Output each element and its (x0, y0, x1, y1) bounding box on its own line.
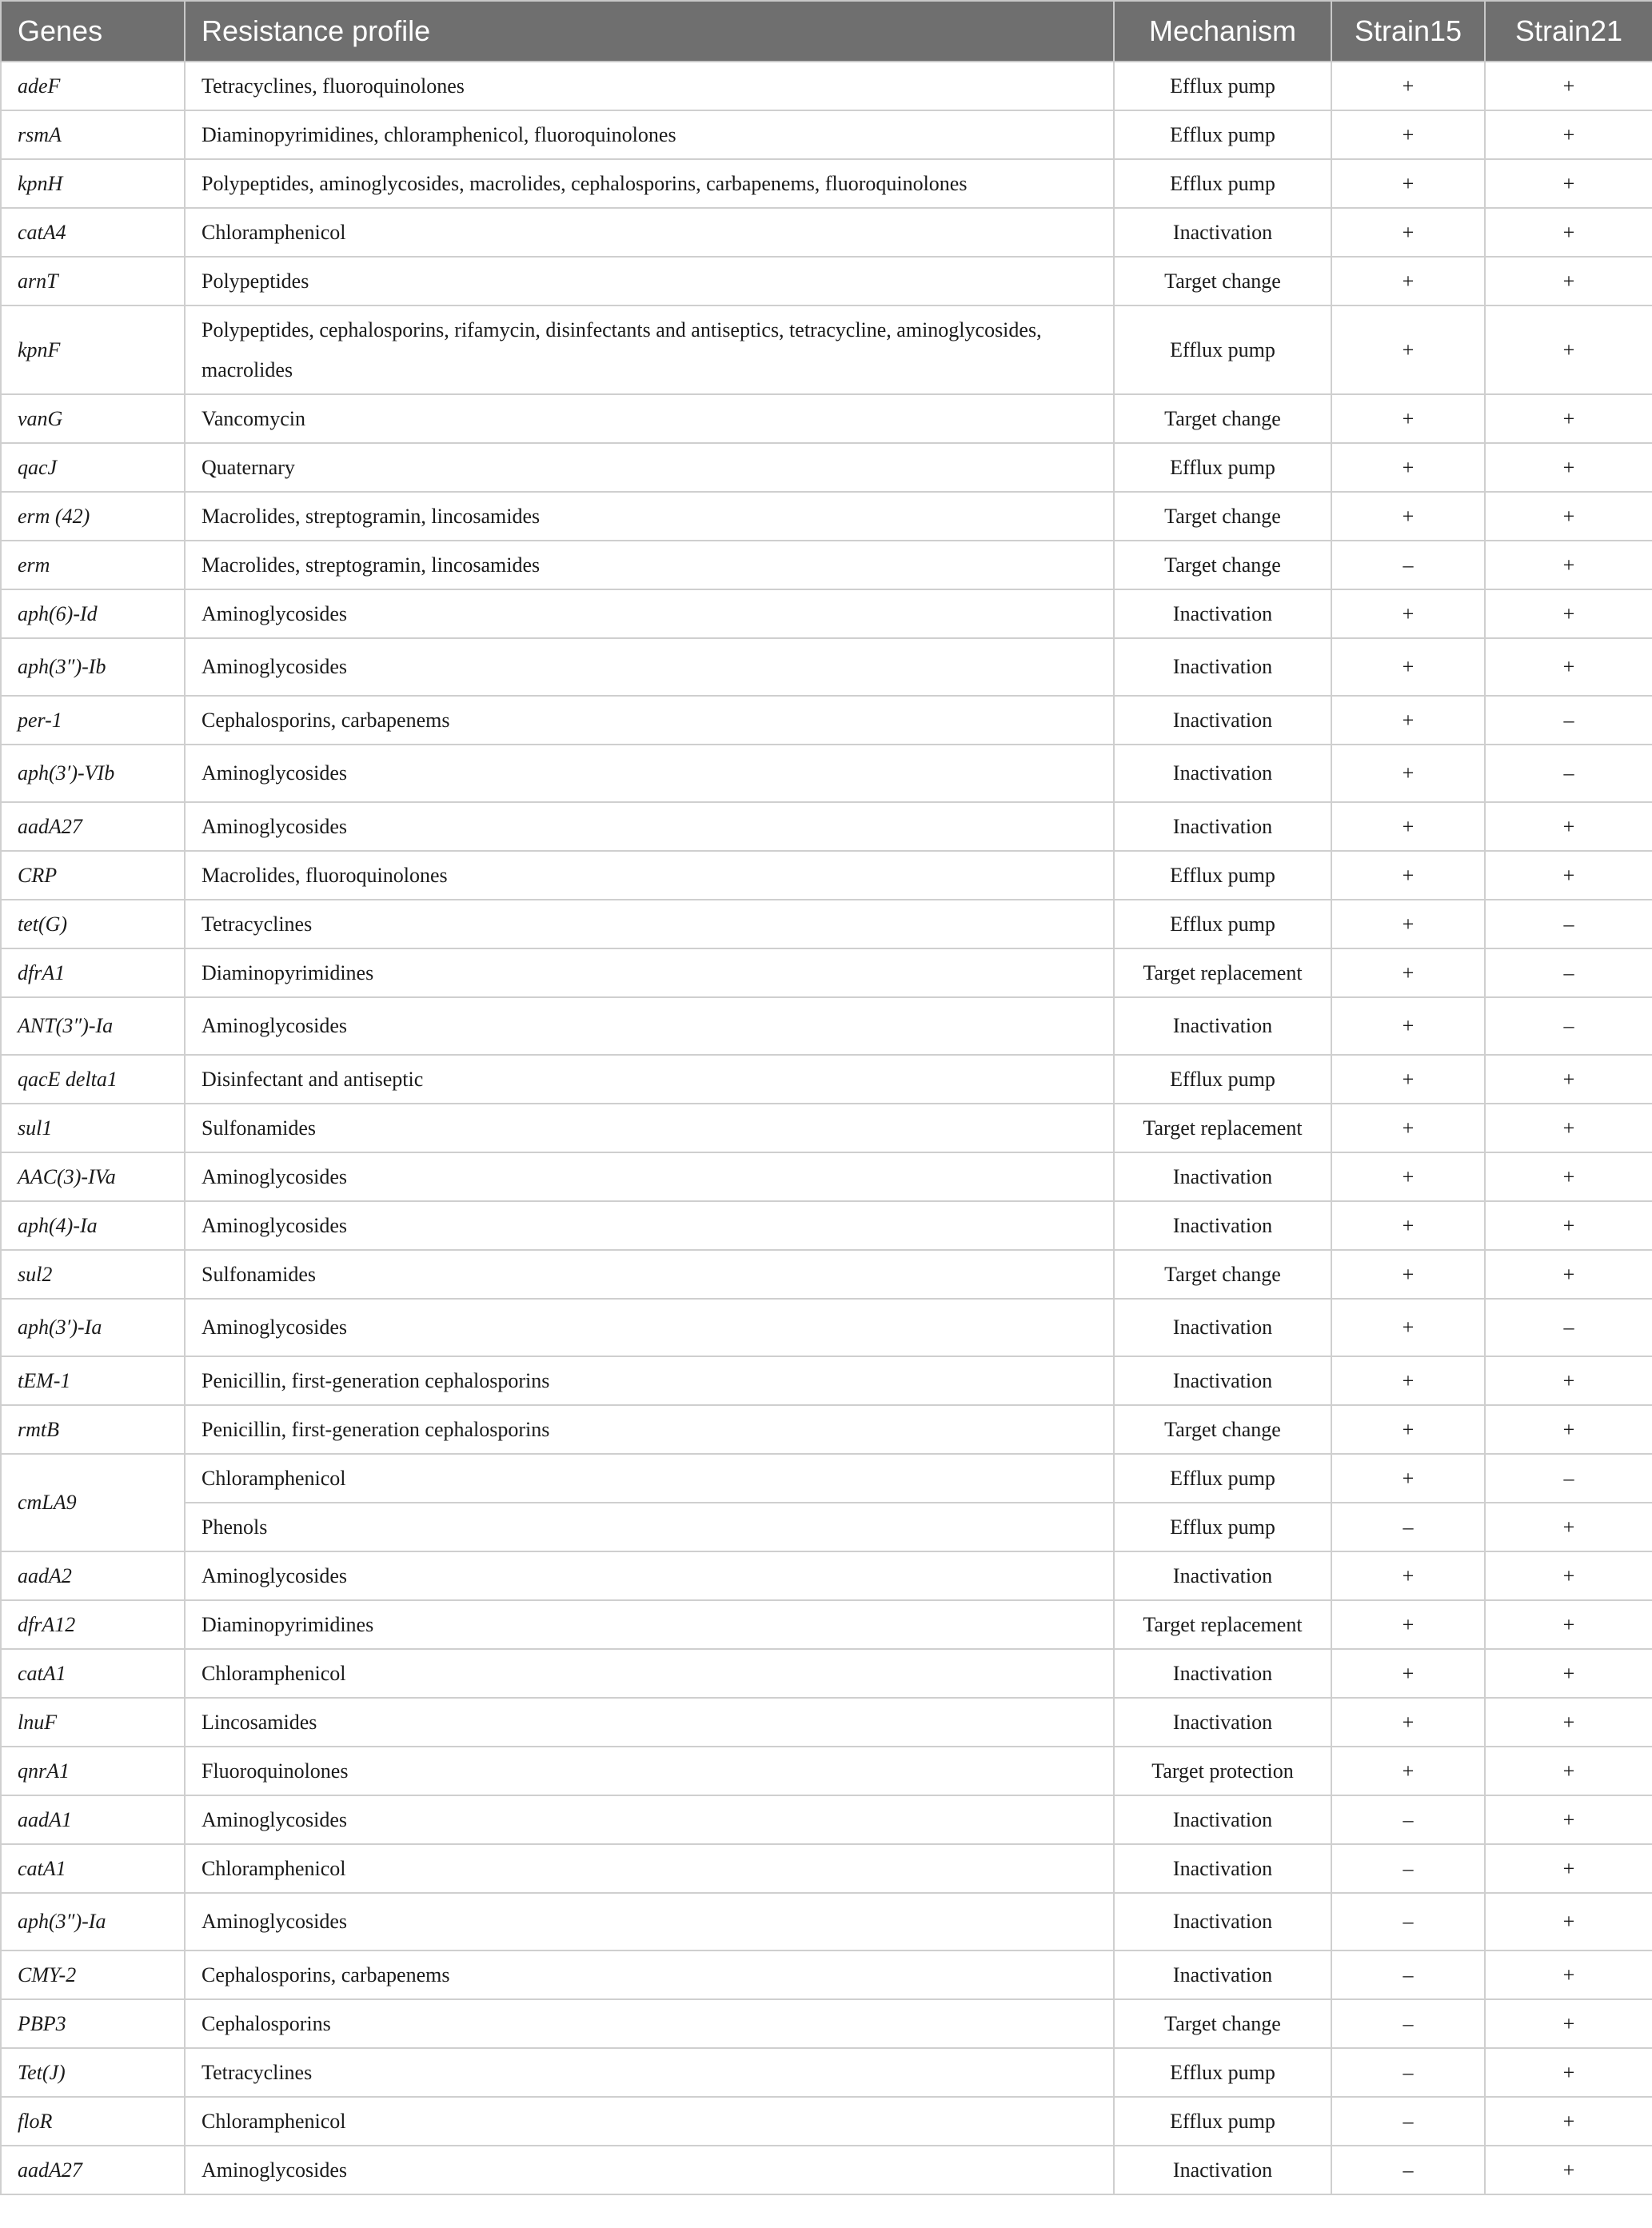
gene-cell: kpnF (1, 305, 185, 394)
mechanism-cell: Inactivation (1114, 589, 1331, 638)
strain15-cell: + (1331, 948, 1485, 997)
strain15-cell: + (1331, 1551, 1485, 1600)
gene-cell: aph(3′)-VIb (1, 745, 185, 802)
resistance-profile-cell: Diaminopyrimidines, chloramphenicol, fluoroquinolones (185, 110, 1114, 159)
strain15-cell: + (1331, 1104, 1485, 1152)
resistance-profile-cell: Tetracyclines, fluoroquinolones (185, 62, 1114, 110)
strain21-cell: + (1485, 638, 1652, 696)
mechanism-cell: Inactivation (1114, 638, 1331, 696)
gene-cell: per-1 (1, 696, 185, 745)
resistance-profile-cell: Aminoglycosides (185, 745, 1114, 802)
strain15-cell: + (1331, 1055, 1485, 1104)
strain15-cell: + (1331, 1299, 1485, 1356)
strain15-cell: + (1331, 1649, 1485, 1698)
strain15-cell: – (1331, 1795, 1485, 1844)
strain15-cell: + (1331, 492, 1485, 541)
mechanism-cell: Efflux pump (1114, 305, 1331, 394)
strain21-cell: + (1485, 208, 1652, 257)
strain21-cell: + (1485, 257, 1652, 305)
strain15-cell: + (1331, 900, 1485, 948)
resistance-profile-cell: Chloramphenicol (185, 208, 1114, 257)
strain21-cell: + (1485, 1201, 1652, 1250)
resistance-profile-cell: Cephalosporins, carbapenems (185, 1950, 1114, 1999)
table-row (1, 2146, 1652, 2194)
mechanism-cell: Target replacement (1114, 1600, 1331, 1649)
mechanism-cell: Inactivation (1114, 1551, 1331, 1600)
mechanism-cell: Target replacement (1114, 948, 1331, 997)
table-row (1, 159, 1652, 208)
mechanism-cell: Inactivation (1114, 1356, 1331, 1405)
table-row (1, 1893, 1652, 1950)
header-mechanism: Mechanism (1114, 1, 1331, 62)
resistance-profile-cell: Penicillin, first-generation cephalosporins (185, 1356, 1114, 1405)
table-row (1, 1551, 1652, 1600)
strain21-cell: + (1485, 1893, 1652, 1950)
strain21-cell: + (1485, 2048, 1652, 2097)
strain15-cell: + (1331, 745, 1485, 802)
header-strain21: Strain21 (1485, 1, 1652, 62)
strain21-cell: – (1485, 745, 1652, 802)
mechanism-cell: Inactivation (1114, 802, 1331, 851)
resistance-profile-cell: Macrolides, streptogramin, lincosamides (185, 541, 1114, 589)
strain15-cell: – (1331, 2097, 1485, 2146)
table-row (1, 802, 1652, 851)
table-row (1, 110, 1652, 159)
strain15-cell: + (1331, 851, 1485, 900)
strain21-cell: – (1485, 1454, 1652, 1503)
strain21-cell: – (1485, 900, 1652, 948)
mechanism-cell: Target change (1114, 257, 1331, 305)
strain15-cell: + (1331, 1356, 1485, 1405)
gene-cell: sul2 (1, 1250, 185, 1299)
gene-cell: cmLA9 (1, 1454, 185, 1551)
table-row (1, 492, 1652, 541)
header-row (1, 1, 1652, 62)
table-row (1, 1250, 1652, 1299)
strain15-cell: – (1331, 1950, 1485, 1999)
resistance-profile-cell: Chloramphenicol (185, 1649, 1114, 1698)
gene-cell: aph(3″)-Ia (1, 1893, 185, 1950)
strain15-cell: + (1331, 1454, 1485, 1503)
gene-cell: aph(4)-Ia (1, 1201, 185, 1250)
mechanism-cell: Efflux pump (1114, 851, 1331, 900)
gene-cell: aadA27 (1, 802, 185, 851)
header-resistance-profile: Resistance profile (185, 1, 1114, 62)
gene-cell: catA1 (1, 1649, 185, 1698)
resistance-profile-cell: Phenols (185, 1503, 1114, 1551)
mechanism-cell: Inactivation (1114, 1893, 1331, 1950)
mechanism-cell: Target protection (1114, 1747, 1331, 1795)
table-row (1, 1999, 1652, 2048)
mechanism-cell: Efflux pump (1114, 62, 1331, 110)
table-row (1, 638, 1652, 696)
table-row (1, 2048, 1652, 2097)
table-row (1, 1299, 1652, 1356)
table-row (1, 62, 1652, 110)
resistance-profile-cell: Aminoglycosides (185, 1299, 1114, 1356)
mechanism-cell: Target change (1114, 492, 1331, 541)
strain21-cell: – (1485, 997, 1652, 1055)
gene-cell: Tet(J) (1, 2048, 185, 2097)
mechanism-cell: Inactivation (1114, 1152, 1331, 1201)
gene-cell: CMY-2 (1, 1950, 185, 1999)
table-row (1, 1104, 1652, 1152)
gene-cell: CRP (1, 851, 185, 900)
resistance-profile-cell: Aminoglycosides (185, 1152, 1114, 1201)
strain21-cell: + (1485, 851, 1652, 900)
table-row (1, 443, 1652, 492)
resistance-profile-cell: Aminoglycosides (185, 1893, 1114, 1950)
resistance-profile-cell: Diaminopyrimidines (185, 1600, 1114, 1649)
mechanism-cell: Efflux pump (1114, 1503, 1331, 1551)
strain15-cell: + (1331, 696, 1485, 745)
gene-cell: catA1 (1, 1844, 185, 1893)
resistance-profile-cell: Macrolides, streptogramin, lincosamides (185, 492, 1114, 541)
resistance-profile-cell: Disinfectant and antiseptic (185, 1055, 1114, 1104)
strain21-cell: + (1485, 1844, 1652, 1893)
resistance-profile-cell: Aminoglycosides (185, 638, 1114, 696)
strain15-cell: – (1331, 541, 1485, 589)
table-row (1, 1950, 1652, 1999)
strain21-cell: + (1485, 1356, 1652, 1405)
gene-cell: erm (42) (1, 492, 185, 541)
table-row (1, 696, 1652, 745)
gene-cell: qacJ (1, 443, 185, 492)
resistance-profile-cell: Fluoroquinolones (185, 1747, 1114, 1795)
gene-cell: rmtB (1, 1405, 185, 1454)
resistance-profile-cell: Tetracyclines (185, 2048, 1114, 2097)
strain15-cell: + (1331, 589, 1485, 638)
table-row (1, 1649, 1652, 1698)
strain21-cell: + (1485, 1405, 1652, 1454)
mechanism-cell: Inactivation (1114, 1795, 1331, 1844)
strain21-cell: + (1485, 1104, 1652, 1152)
strain21-cell: + (1485, 443, 1652, 492)
gene-cell: vanG (1, 394, 185, 443)
table-row (1, 1201, 1652, 1250)
gene-cell: sul1 (1, 1104, 185, 1152)
mechanism-cell: Inactivation (1114, 745, 1331, 802)
strain21-cell: + (1485, 305, 1652, 394)
table-row (1, 1405, 1652, 1454)
strain15-cell: – (1331, 1893, 1485, 1950)
mechanism-cell: Target change (1114, 1250, 1331, 1299)
table-header (1, 1, 1652, 62)
resistance-profile-cell: Quaternary (185, 443, 1114, 492)
table-row (1, 851, 1652, 900)
table-row (1, 997, 1652, 1055)
strain21-cell: + (1485, 1152, 1652, 1201)
resistance-profile-cell: Diaminopyrimidines (185, 948, 1114, 997)
gene-cell: rsmA (1, 110, 185, 159)
gene-cell: floR (1, 2097, 185, 2146)
strain15-cell: + (1331, 802, 1485, 851)
strain15-cell: + (1331, 1698, 1485, 1747)
resistance-profile-cell: Vancomycin (185, 394, 1114, 443)
strain21-cell: + (1485, 1999, 1652, 2048)
strain15-cell: + (1331, 443, 1485, 492)
mechanism-cell: Inactivation (1114, 1649, 1331, 1698)
table-row (1, 257, 1652, 305)
mechanism-cell: Inactivation (1114, 1844, 1331, 1893)
strain21-cell: + (1485, 2097, 1652, 2146)
resistance-profile-cell: Chloramphenicol (185, 1844, 1114, 1893)
strain15-cell: + (1331, 638, 1485, 696)
resistance-profile-cell: Aminoglycosides (185, 997, 1114, 1055)
gene-cell: kpnH (1, 159, 185, 208)
gene-cell: aadA27 (1, 2146, 185, 2194)
strain15-cell: + (1331, 159, 1485, 208)
strain21-cell: – (1485, 1299, 1652, 1356)
table-row (1, 1698, 1652, 1747)
strain15-cell: + (1331, 394, 1485, 443)
gene-cell: tEM-1 (1, 1356, 185, 1405)
resistance-profile-cell: Polypeptides, aminoglycosides, macrolides, cephalosporins, carbapenems, fluoroquinolones (185, 159, 1114, 208)
strain21-cell: + (1485, 802, 1652, 851)
table-row (1, 900, 1652, 948)
gene-cell: lnuF (1, 1698, 185, 1747)
strain15-cell: + (1331, 1201, 1485, 1250)
mechanism-cell: Target change (1114, 541, 1331, 589)
resistance-profile-cell: Lincosamides (185, 1698, 1114, 1747)
strain15-cell: – (1331, 1999, 1485, 2048)
strain15-cell: + (1331, 110, 1485, 159)
strain15-cell: – (1331, 1503, 1485, 1551)
mechanism-cell: Target change (1114, 1999, 1331, 2048)
strain15-cell: + (1331, 1152, 1485, 1201)
resistance-profile-cell: Macrolides, fluoroquinolones (185, 851, 1114, 900)
table-row (1, 1055, 1652, 1104)
resistance-profile-cell: Penicillin, first-generation cephalosporins (185, 1405, 1114, 1454)
table-row (1, 1795, 1652, 1844)
gene-cell: catA4 (1, 208, 185, 257)
strain21-cell: + (1485, 1649, 1652, 1698)
gene-cell: AAC(3)-IVa (1, 1152, 185, 1201)
mechanism-cell: Inactivation (1114, 2146, 1331, 2194)
strain21-cell: + (1485, 159, 1652, 208)
gene-cell: adeF (1, 62, 185, 110)
table-row (1, 208, 1652, 257)
strain21-cell: – (1485, 696, 1652, 745)
gene-cell: aph(3″)-Ib (1, 638, 185, 696)
strain15-cell: – (1331, 2146, 1485, 2194)
mechanism-cell: Inactivation (1114, 997, 1331, 1055)
gene-cell: erm (1, 541, 185, 589)
strain21-cell: + (1485, 589, 1652, 638)
table-row (1, 589, 1652, 638)
gene-cell: ANT(3″)-Ia (1, 997, 185, 1055)
table-row (1, 1747, 1652, 1795)
table-row (1, 1152, 1652, 1201)
strain21-cell: + (1485, 492, 1652, 541)
strain21-cell: + (1485, 2146, 1652, 2194)
mechanism-cell: Efflux pump (1114, 110, 1331, 159)
gene-cell: tet(G) (1, 900, 185, 948)
strain21-cell: + (1485, 394, 1652, 443)
table-row (1, 305, 1652, 394)
strain15-cell: – (1331, 2048, 1485, 2097)
gene-cell: aph(3′)-Ia (1, 1299, 185, 1356)
strain15-cell: + (1331, 1250, 1485, 1299)
mechanism-cell: Efflux pump (1114, 2097, 1331, 2146)
resistance-profile-cell: Polypeptides (185, 257, 1114, 305)
gene-cell: qnrA1 (1, 1747, 185, 1795)
mechanism-cell: Efflux pump (1114, 1055, 1331, 1104)
resistance-profile-cell: Cephalosporins, carbapenems (185, 696, 1114, 745)
resistance-profile-cell: Aminoglycosides (185, 802, 1114, 851)
table-row (1, 394, 1652, 443)
table-row (1, 2097, 1652, 2146)
mechanism-cell: Inactivation (1114, 696, 1331, 745)
mechanism-cell: Efflux pump (1114, 443, 1331, 492)
mechanism-cell: Target change (1114, 1405, 1331, 1454)
strain21-cell: + (1485, 1250, 1652, 1299)
mechanism-cell: Efflux pump (1114, 159, 1331, 208)
strain21-cell: + (1485, 62, 1652, 110)
strain21-cell: – (1485, 948, 1652, 997)
gene-cell: aadA2 (1, 1551, 185, 1600)
resistance-profile-cell: Aminoglycosides (185, 1201, 1114, 1250)
resistance-profile-cell: Cephalosporins (185, 1999, 1114, 2048)
strain15-cell: + (1331, 208, 1485, 257)
gene-cell: PBP3 (1, 1999, 185, 2048)
mechanism-cell: Inactivation (1114, 1299, 1331, 1356)
strain15-cell: + (1331, 1405, 1485, 1454)
strain21-cell: + (1485, 1698, 1652, 1747)
strain15-cell: + (1331, 305, 1485, 394)
resistance-profile-cell: Sulfonamides (185, 1104, 1114, 1152)
resistance-profile-cell: Tetracyclines (185, 900, 1114, 948)
resistance-profile-cell: Aminoglycosides (185, 2146, 1114, 2194)
gene-cell: dfrA1 (1, 948, 185, 997)
resistance-profile-cell: Chloramphenicol (185, 1454, 1114, 1503)
strain15-cell: + (1331, 1747, 1485, 1795)
mechanism-cell: Inactivation (1114, 1201, 1331, 1250)
resistance-profile-cell: Aminoglycosides (185, 1795, 1114, 1844)
mechanism-cell: Efflux pump (1114, 2048, 1331, 2097)
resistance-profile-cell: Aminoglycosides (185, 1551, 1114, 1600)
resistance-profile-cell: Aminoglycosides (185, 589, 1114, 638)
mechanism-cell: Target change (1114, 394, 1331, 443)
strain15-cell: + (1331, 1600, 1485, 1649)
strain15-cell: + (1331, 997, 1485, 1055)
table-row (1, 1844, 1652, 1893)
mechanism-cell: Inactivation (1114, 208, 1331, 257)
table-row (1, 745, 1652, 802)
gene-cell: arnT (1, 257, 185, 305)
strain15-cell: – (1331, 1844, 1485, 1893)
gene-cell: aph(6)-Id (1, 589, 185, 638)
table-row (1, 1503, 1652, 1551)
strain21-cell: + (1485, 110, 1652, 159)
table-row (1, 541, 1652, 589)
mechanism-cell: Efflux pump (1114, 900, 1331, 948)
table-row (1, 948, 1652, 997)
header-genes: Genes (1, 1, 185, 62)
header-strain15: Strain15 (1331, 1, 1485, 62)
strain21-cell: + (1485, 1503, 1652, 1551)
gene-cell: dfrA12 (1, 1600, 185, 1649)
strain21-cell: + (1485, 1055, 1652, 1104)
strain21-cell: + (1485, 1551, 1652, 1600)
table-row (1, 1356, 1652, 1405)
resistance-profile-cell: Sulfonamides (185, 1250, 1114, 1299)
mechanism-cell: Target replacement (1114, 1104, 1331, 1152)
gene-cell: qacE delta1 (1, 1055, 185, 1104)
strain21-cell: + (1485, 1747, 1652, 1795)
mechanism-cell: Inactivation (1114, 1698, 1331, 1747)
strain21-cell: + (1485, 1795, 1652, 1844)
strain15-cell: + (1331, 257, 1485, 305)
table-row (1, 1454, 1652, 1503)
mechanism-cell: Efflux pump (1114, 1454, 1331, 1503)
strain21-cell: + (1485, 1600, 1652, 1649)
strain15-cell: + (1331, 62, 1485, 110)
strain21-cell: + (1485, 541, 1652, 589)
mechanism-cell: Inactivation (1114, 1950, 1331, 1999)
table-body (1, 62, 1652, 2194)
table-row (1, 1600, 1652, 1649)
gene-cell: aadA1 (1, 1795, 185, 1844)
resistance-profile-cell: Chloramphenicol (185, 2097, 1114, 2146)
strain21-cell: + (1485, 1950, 1652, 1999)
resistance-profile-cell: Polypeptides, cephalosporins, rifamycin, disinfectants and antiseptics, tetracycline, aminoglycosides, macrolides (185, 305, 1114, 394)
